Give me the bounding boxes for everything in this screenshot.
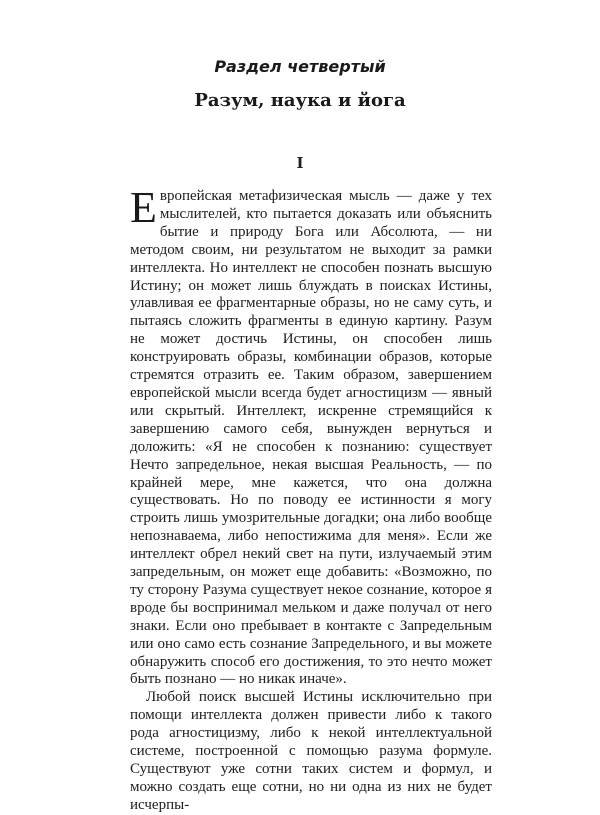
- paragraph-1: [130, 183, 492, 689]
- paragraph-2: Любой поиск высшей Истины исключительно при помощи интеллекта должен привести либо к такого рода агностицизму, либо к некой интеллектуальной системе, построенной с помощью разума формуле. Существуют уже сотни таких систем и формул, и можно создать еще сотни, но ни одна из них не будет исчерпы-: [130, 689, 492, 813]
- paragraph-1-text: вропейская метафизическая мысль — даже у тех мыслителей, кто пытается доказать или объяснить бытие и природу Бога или Абсолюта, — ни методом своим, ни результатом не выходит за рамки интеллекта. Но интеллект не способен познать высшую Истину; он может лишь блуждать в поисках Истины, улавливая ее фрагментарные образы, но не саму суть, и пытаясь сложить фрагменты в единую картину. Разум не может достичь Истины, он способен лишь конструировать образы, комбинации образов, которые стремятся отразить ее. Таким образом, завершением европейской мысли всегда будет агностицизм — явный или скрытый. Интеллект, искренне стремящийся к завершению самого себя, вынужден вернуться и доложить: «Я не способен к познанию: существует Нечто запредельное, некая высшая Реальность, — по крайней мере, мне кажется, что она должна существовать. Но по поводу ее истинности я могу строить лишь умозрительные догадки; она либо вообще непознаваема, либо непостижима для меня». Если же интеллект обрел некий свет на пути, излучаемый этим запредельным, он может еще добавить: «Возможно, по ту сторону Разума существует некое сознание, которое я вроде бы воспринимал мельком и даже получал от него знаки. Если оно пребывает в контакте с Запредельным или оно само есть сознание Запредельного, и вы можете обнаружить способ его достижения, то это нечто может быть познано — но никак иначе».: [130, 188, 492, 688]
- body-text: [130, 183, 492, 815]
- section-label: Раздел четвертый: [214, 57, 386, 76]
- chapter-title: Разум, наука и йога: [194, 90, 406, 111]
- drop-cap: Е: [130, 183, 157, 232]
- part-number: I: [296, 154, 304, 172]
